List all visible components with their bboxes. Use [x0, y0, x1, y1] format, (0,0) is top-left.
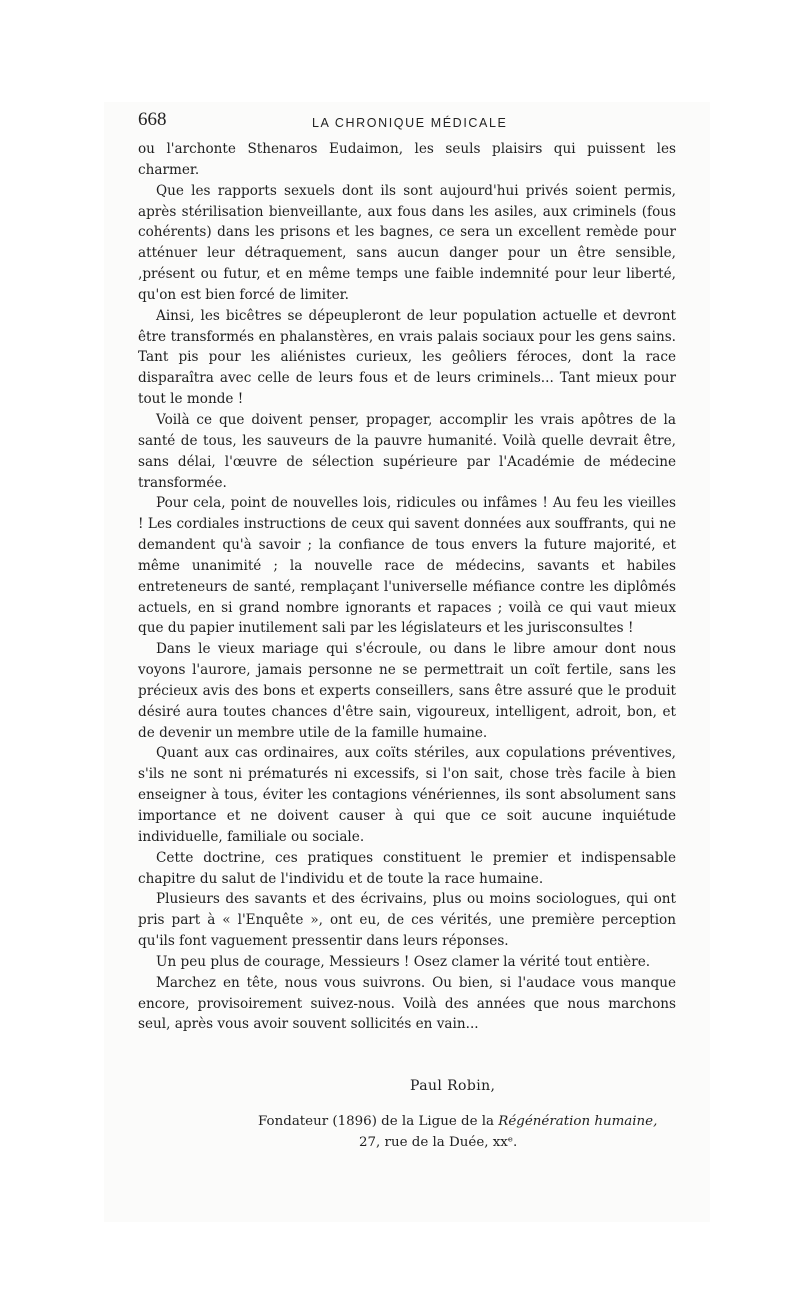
paragraph: Pour cela, point de nouvelles lois, ridicules ou infâmes ! Au feu les vieilles ! Les cordiales instructions de ceux qui savent données aux souffrants, qui ne demandent qu'à savoir ; la confiance de tous envers la future majorité, et même unanimité ; la nouvelle race de médecins, savants et habiles entreteneurs de santé, remplaçant l'universelle méfiance contre les diplômés actuels, en si grand nombre ignorants et rapaces ; voilà ce qui vaut mieux que du papier inutilement sali par les législateurs et les jurisconsultes !	[138, 495, 676, 637]
page-number: 668	[138, 109, 167, 130]
paragraph: Marchez en tête, nous vous suivrons. Ou bien, si l'audace vous manque encore, provisoirement suivez-nous. Voilà des années que nous marchons seul, après vous avoir souvent sollicités en vain...	[138, 974, 676, 1033]
author-address: 27, rue de la Duée, xxᵉ.	[359, 1135, 518, 1150]
running-head: LA CHRONIQUE MÉDICALE	[312, 116, 508, 130]
author-title	[258, 1111, 676, 1132]
paragraph: Voilà ce que doivent penser, propager, accomplir les vrais apôtres de la santé de tous, les sauveurs de la pauvre humanité. Voilà quelle devrait être, sans délai, l'œuvre de sélection supérieure par l'Académie de médecine transformée.	[138, 411, 676, 491]
league-name: Régénération humaine,	[498, 1114, 658, 1129]
paragraph: Ainsi, les bicêtres se dépeupleront de leur population actuelle et devront être transformés en phalanstères, en vrais palais sociaux pour les gens sains. Tant pis pour les aliénistes curieux, les geôliers féroces, dont la race disparaîtra avec celle de leurs fous et de leurs criminels... Tant mieux pour tout le monde !	[138, 307, 676, 408]
paragraph: Que les rapports sexuels dont ils sont aujourd'hui privés soient permis, après stérilisation bienveillante, aux fous dans les asiles, aux criminels (fous cohérents) dans les prisons et les bagnes, ce sera un excellent remède pour atténuer leur détraquement, sans aucun danger pour un être sensible,‚présent ou futur, et en même temps une faible indemnité pour leur liberté, qu'on est bien forcé de limiter.	[138, 182, 676, 303]
paragraph: Un peu plus de courage, Messieurs ! Osez clamer la vérité tout entière.	[156, 953, 651, 970]
paragraph: Dans le vieux mariage qui s'écroule, ou dans le libre amour dont nous voyons l'aurore, jamais personne ne se permettrait un coït fertile, sans les précieux avis des bons et experts conseillers, sans être assuré que le produit désiré aura toutes chances d'être sain, vigoureux, intelligent, adroit, bon, et de devenir un membre utile de la famille humaine.	[138, 641, 676, 741]
paragraph: Plusieurs des savants et des écrivains, plus ou moins sociologues, qui ont pris part à « l'Enquête », ont eu, de ces vérités, une première perception qu'ils font vaguement pressentir dans leurs réponses.	[138, 891, 676, 950]
author-name: Paul Robin,	[410, 1078, 496, 1094]
paragraph: Cette doctrine, ces pratiques constituent le premier et indispensable chapitre du salut de l'individu et de toute la race humaine.	[138, 849, 676, 887]
article-body	[138, 139, 676, 1035]
page-header	[138, 109, 682, 135]
signature-block	[138, 1076, 676, 1153]
author-title-text: Fondateur (1896) de la Ligue de la	[258, 1114, 499, 1129]
paragraph: ou l'archonte Sthenaros Eudaimon, les seuls plaisirs qui puissent les charmer.	[138, 141, 676, 178]
paragraph: Quant aux cas ordinaires, aux coïts stériles, aux copulations préventives, s'ils ne sont ni prématurés ni excessifs, si l'on sait, chose très facile à bien enseigner à tous, éviter les contagions vénériennes, ils sont absolument sans importance et ne doivent causer à qui que ce soit aucune inquiétude individuelle, familiale ou sociale.	[138, 745, 676, 845]
